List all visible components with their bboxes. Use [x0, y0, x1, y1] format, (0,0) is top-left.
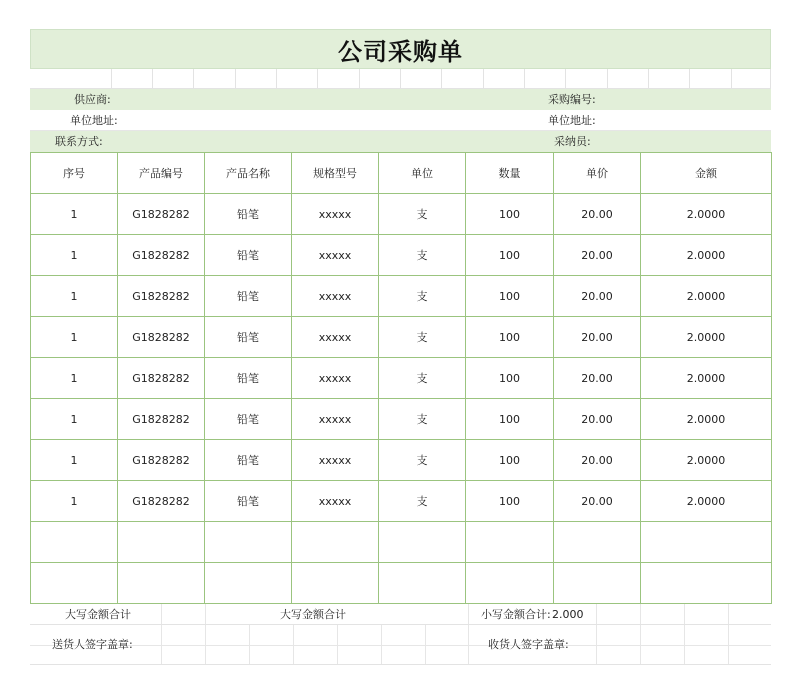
- cell-product-code: G1828282: [118, 440, 205, 481]
- items-table: [30, 152, 772, 604]
- cell-amount: 2.0000: [641, 317, 772, 358]
- cell-unit: 支: [379, 235, 466, 276]
- cell-unit-price: 20.00: [554, 194, 641, 235]
- sender-signature-label: 送货人签字盖章:: [52, 638, 133, 651]
- table-row: [31, 399, 772, 440]
- cell-spec: xxxxx: [292, 317, 379, 358]
- cell-quantity: 100: [466, 317, 554, 358]
- cell-product-code: G1828282: [118, 194, 205, 235]
- cell-product-code: G1828282: [118, 358, 205, 399]
- cell-quantity: 100: [466, 276, 554, 317]
- cell-quantity: 100: [466, 358, 554, 399]
- cell-index: 1: [31, 440, 118, 481]
- cell-spec: xxxxx: [292, 358, 379, 399]
- cell-product-name: 铅笔: [205, 399, 292, 440]
- footer-totals-row: [30, 604, 771, 625]
- cell-unit: 支: [379, 276, 466, 317]
- cell-unit: 支: [379, 440, 466, 481]
- col-header-quantity: 数量: [466, 153, 554, 194]
- cell-unit: 支: [379, 358, 466, 399]
- table-row: [31, 358, 772, 399]
- cell-index: 1: [31, 235, 118, 276]
- col-header-index: 序号: [31, 153, 118, 194]
- cell-amount: 2.0000: [641, 276, 772, 317]
- cell-unit-price: 20.00: [554, 399, 641, 440]
- total-lower-value: 2.000: [552, 608, 584, 621]
- col-header-spec: 规格型号: [292, 153, 379, 194]
- cell-product-name: 铅笔: [205, 440, 292, 481]
- cell-spec: xxxxx: [292, 194, 379, 235]
- purchase-order-sheet: [30, 29, 771, 665]
- po-number-label: 采购编号:: [548, 93, 596, 106]
- address-label-left: 单位地址:: [70, 114, 118, 127]
- cell-spec: xxxxx: [292, 440, 379, 481]
- table-header-row: [31, 153, 772, 194]
- cell-product-name: 铅笔: [205, 194, 292, 235]
- receiver-signature-label: 收货人签字盖章:: [488, 638, 569, 651]
- cell-index: 1: [31, 276, 118, 317]
- cell-unit-price: 20.00: [554, 440, 641, 481]
- cell-unit-price: 20.00: [554, 317, 641, 358]
- total-upper-label-2: 大写金额合计: [280, 608, 346, 621]
- cell-product-code: G1828282: [118, 481, 205, 522]
- buyer-label: 采纳员:: [554, 135, 591, 148]
- col-header-product-name: 产品名称: [205, 153, 292, 194]
- cell-quantity: 100: [466, 235, 554, 276]
- cell-spec: xxxxx: [292, 235, 379, 276]
- cell-index: 1: [31, 481, 118, 522]
- cell-unit: 支: [379, 194, 466, 235]
- col-header-unit-price: 单价: [554, 153, 641, 194]
- cell-amount: 2.0000: [641, 235, 772, 276]
- address-label-right: 单位地址:: [548, 114, 596, 127]
- table-row: [31, 194, 772, 235]
- cell-unit-price: 20.00: [554, 235, 641, 276]
- cell-spec: xxxxx: [292, 481, 379, 522]
- cell-amount: 2.0000: [641, 194, 772, 235]
- info-row-supplier: [30, 89, 771, 110]
- cell-unit: 支: [379, 317, 466, 358]
- cell-product-code: G1828282: [118, 276, 205, 317]
- info-row-contact: [30, 131, 771, 152]
- items-table-body: [31, 194, 772, 604]
- cell-unit-price: 20.00: [554, 358, 641, 399]
- table-row: [31, 235, 772, 276]
- col-header-product-code: 产品编号: [118, 153, 205, 194]
- total-lower-label: 小写金额合计:: [481, 608, 551, 621]
- cell-product-name: 铅笔: [205, 276, 292, 317]
- cell-product-name: 铅笔: [205, 358, 292, 399]
- col-header-amount: 金额: [641, 153, 772, 194]
- cell-product-code: G1828282: [118, 235, 205, 276]
- cell-product-name: 铅笔: [205, 481, 292, 522]
- cell-index: 1: [31, 317, 118, 358]
- table-row: [31, 276, 772, 317]
- cell-index: 1: [31, 194, 118, 235]
- footer-signature-row: [30, 625, 771, 665]
- cell-index: 1: [31, 358, 118, 399]
- empty-table-row: [31, 522, 772, 563]
- cell-quantity: 100: [466, 481, 554, 522]
- table-row: [31, 481, 772, 522]
- cell-amount: 2.0000: [641, 358, 772, 399]
- cell-product-code: G1828282: [118, 317, 205, 358]
- cell-unit: 支: [379, 399, 466, 440]
- supplier-label: 供应商:: [74, 93, 111, 106]
- cell-unit-price: 20.00: [554, 481, 641, 522]
- cell-quantity: 100: [466, 399, 554, 440]
- page-title: 公司采购单: [338, 37, 463, 66]
- cell-product-name: 铅笔: [205, 317, 292, 358]
- cell-spec: xxxxx: [292, 399, 379, 440]
- info-row-address: [30, 110, 771, 131]
- col-header-unit: 单位: [379, 153, 466, 194]
- cell-unit-price: 20.00: [554, 276, 641, 317]
- cell-quantity: 100: [466, 194, 554, 235]
- cell-product-code: G1828282: [118, 399, 205, 440]
- cell-unit: 支: [379, 481, 466, 522]
- cell-index: 1: [31, 399, 118, 440]
- cell-amount: 2.0000: [641, 399, 772, 440]
- cell-amount: 2.0000: [641, 481, 772, 522]
- cell-product-name: 铅笔: [205, 235, 292, 276]
- title-bar: [30, 29, 771, 69]
- contact-label: 联系方式:: [55, 135, 103, 148]
- cell-quantity: 100: [466, 440, 554, 481]
- blank-row: [30, 69, 771, 89]
- cell-amount: 2.0000: [641, 440, 772, 481]
- table-row: [31, 317, 772, 358]
- table-row: [31, 440, 772, 481]
- cell-spec: xxxxx: [292, 276, 379, 317]
- empty-table-row: [31, 563, 772, 604]
- total-upper-label-1: 大写金额合计: [65, 608, 131, 621]
